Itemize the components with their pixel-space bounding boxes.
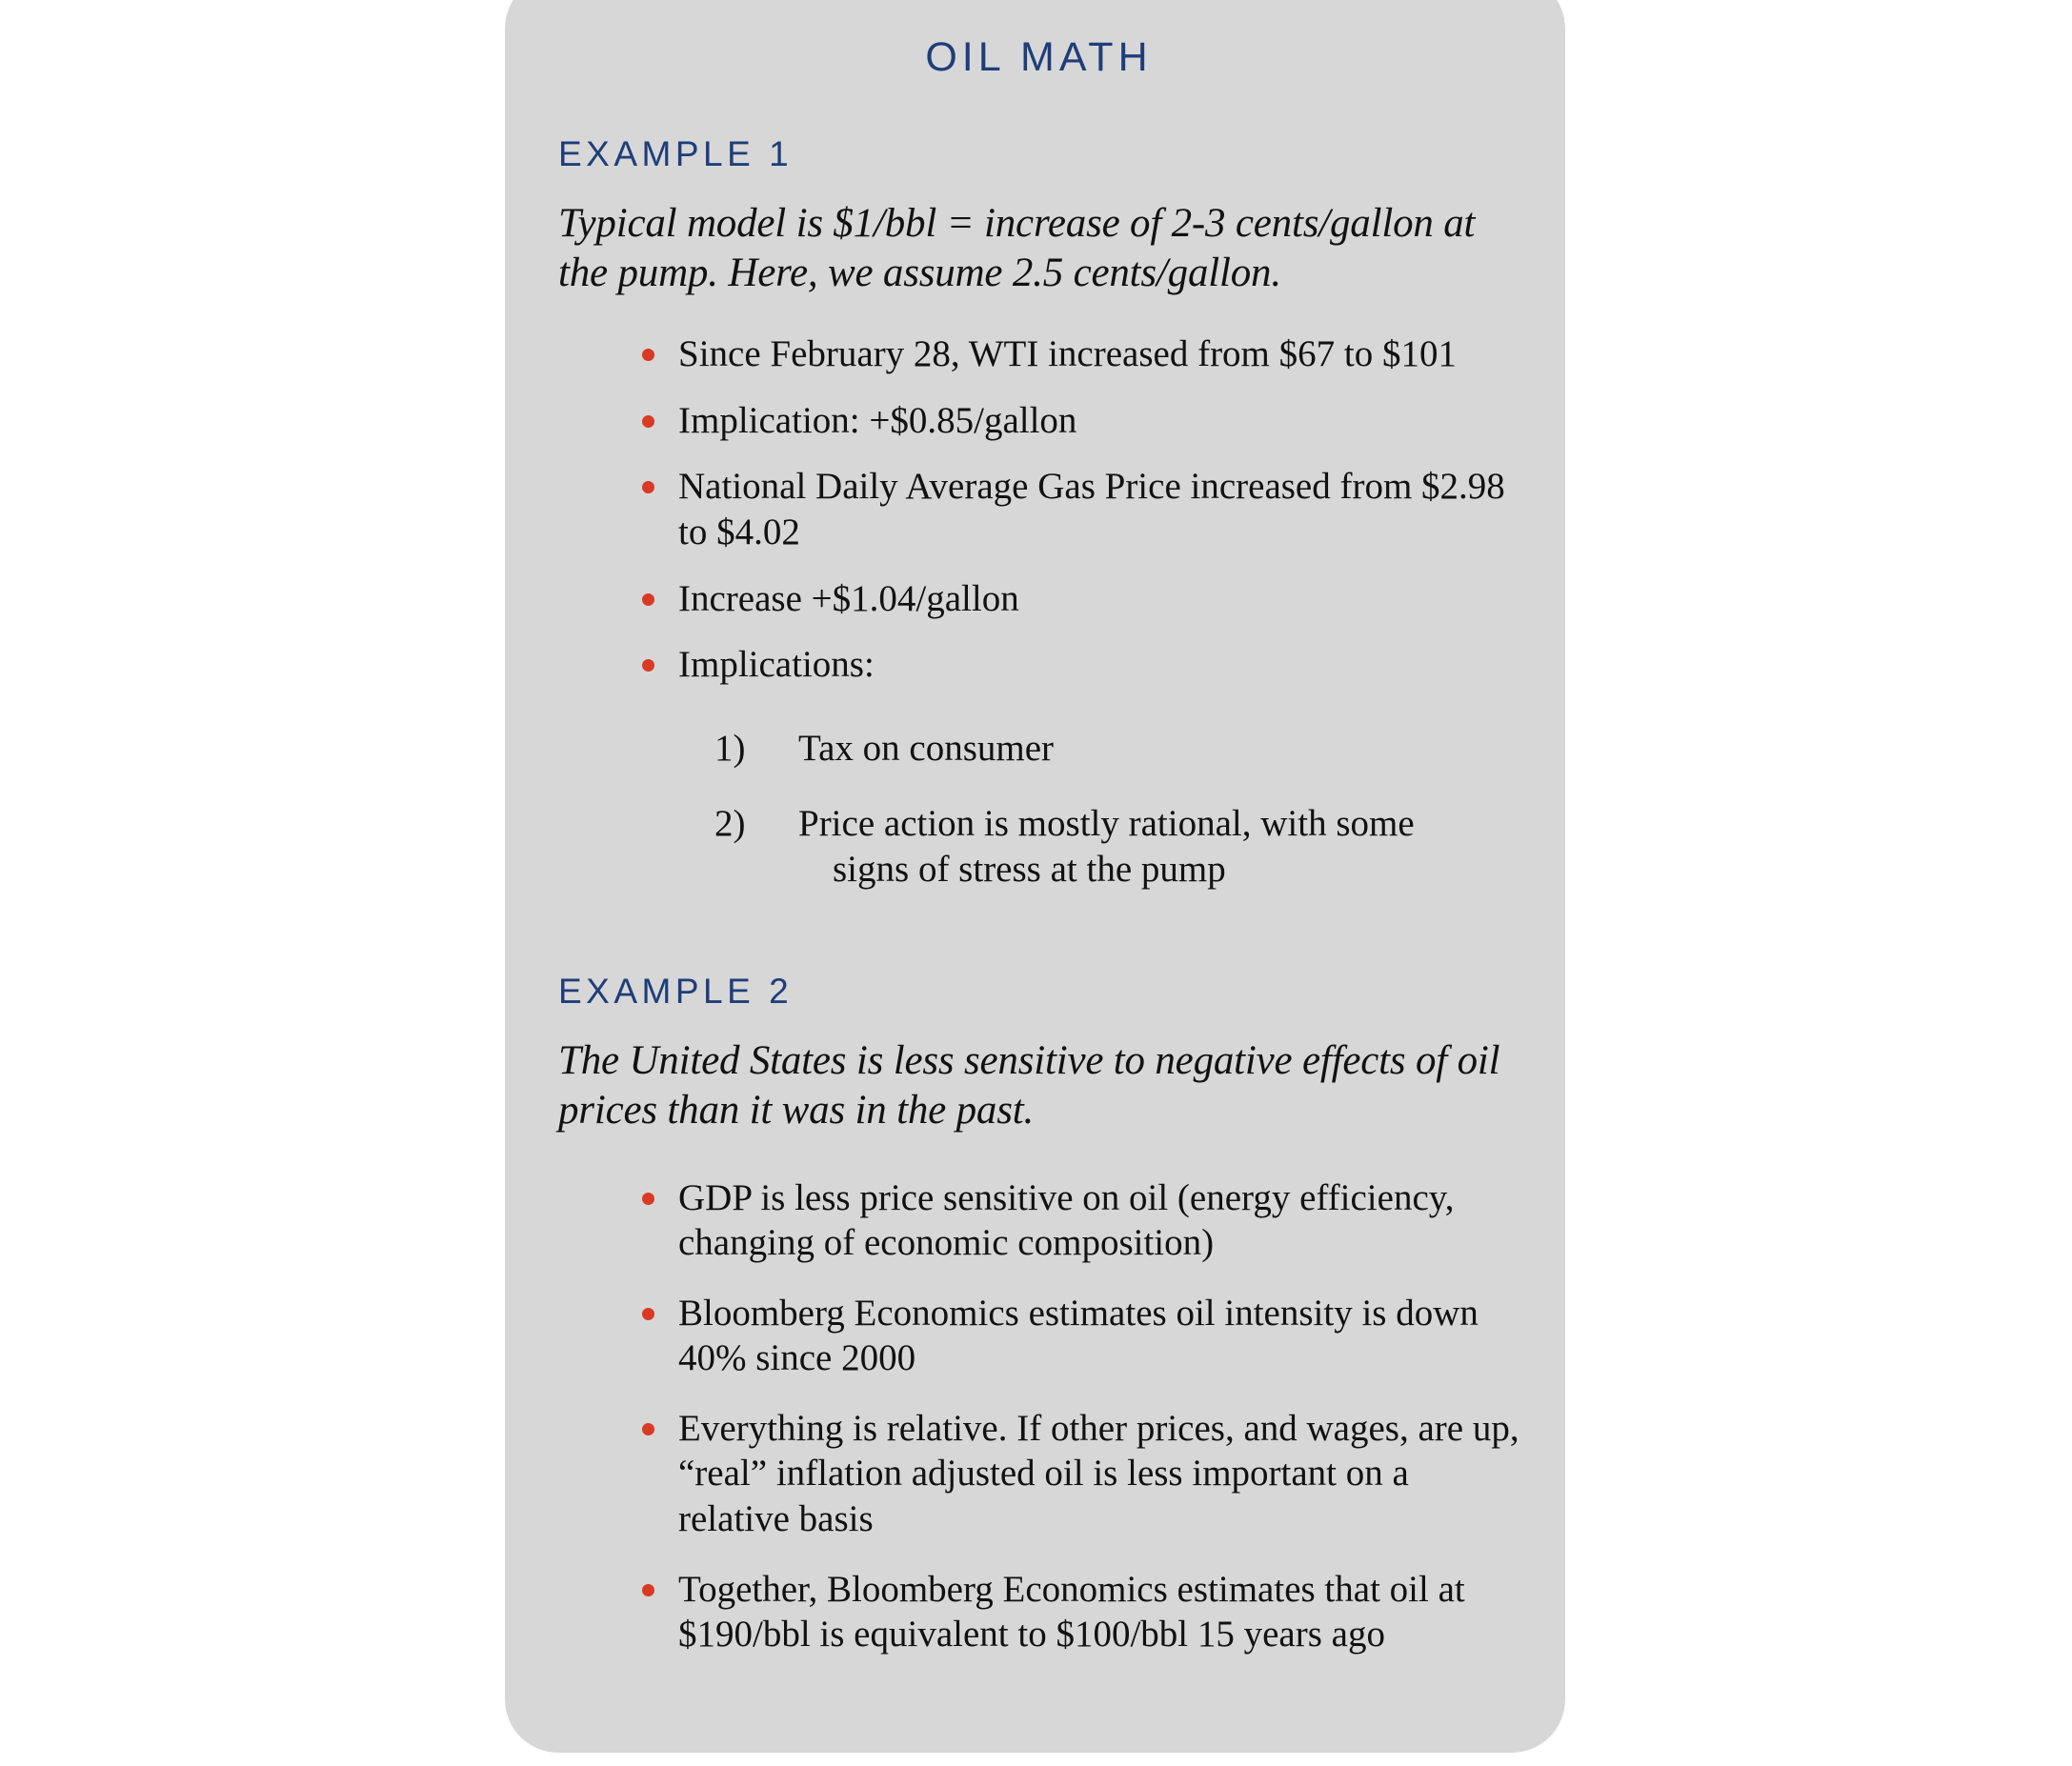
panel-content	[505, 0, 1565, 1682]
numbered-item-marker: 2)	[714, 803, 746, 845]
section-heading-example-2: EXAMPLE 2	[558, 972, 794, 1012]
oil-math-panel	[505, 0, 1565, 1753]
page-title: OIL MATH	[925, 34, 1153, 80]
numbered-item-text: Price action is mostly rational, with some	[798, 803, 1415, 845]
bullet-list-example-2	[551, 1175, 1527, 1657]
section-lede-example-1: Typical model is $1/bbl = increase of 2-3 cents/gallon at the pump. Here, we assume 2.5 cents/gallon.	[558, 201, 1476, 295]
list-item: Since February 28, WTI increased from $67 to $101	[640, 331, 1527, 377]
section-heading-example-1: EXAMPLE 1	[558, 134, 794, 173]
list-item: Implication: +$0.85/gallon	[640, 398, 1527, 444]
numbered-sublist-example-1	[551, 726, 1527, 893]
list-item: Increase +$1.04/gallon	[640, 576, 1527, 622]
numbered-item	[714, 801, 1527, 892]
list-item: Implications:	[640, 642, 1527, 688]
numbered-item-marker: 1)	[714, 727, 746, 769]
section-lede-example-2: The United States is less sensitive to negative effects of oil prices than it was in the past.	[558, 1038, 1500, 1133]
list-item: Bloomberg Economics estimates oil intensity is down 40% since 2000	[640, 1291, 1527, 1381]
bullet-list-example-1	[551, 331, 1527, 687]
list-item: Together, Bloomberg Economics estimates that oil at $190/bbl is equivalent to $100/bbl 15 years ago	[640, 1567, 1527, 1657]
list-item: GDP is less price sensitive on oil (energy efficiency, changing of economic composition)	[640, 1175, 1527, 1266]
list-item: National Daily Average Gas Price increased from $2.98 to $4.02	[640, 464, 1527, 554]
numbered-item-text: Tax on consumer	[798, 727, 1055, 769]
numbered-item-text-continued: signs of stress at the pump	[833, 848, 1226, 890]
list-item: Everything is relative. If other prices, and wages, are up, “real” inflation adjusted oil is less important on a relative basis	[640, 1406, 1527, 1542]
numbered-item	[714, 726, 1527, 772]
